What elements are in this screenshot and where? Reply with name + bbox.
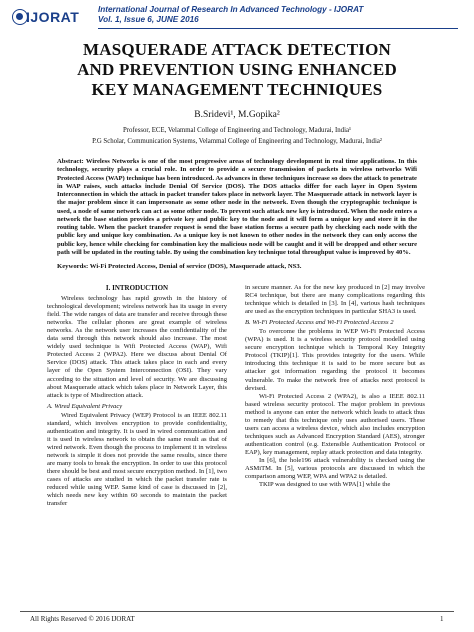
keywords: Keywords: Wi-Fi Protected Access, Denial of service (DOS), Masquerade attack, NS3. — [57, 263, 302, 270]
footer-copyright: All Rights Reserved © 2016 IJORAT — [30, 615, 135, 623]
journal-name: International Journal of Research In Advanced Technology - IJORAT — [98, 5, 364, 14]
abstract: Abstract: Wireless Networks is one of the most progressive areas of technology development in real time applications. In this technology, security plays a crucial role. In order to provide a secure transmission of packets in wireless networks Wifi Protected Access (WAP) technique has been introduced. As advances in these techniques increase so does the attack to penetrate in WAP raises, such attacks include Denial Of Service (DOS). The DOS attacks differ for each layer in Open System Interconnection in which the attack in packet transfer takes place in network layer. The Masquerade attack in network layer is the major problem since it can impersonate as some other node in the network. Even though the cryptographic technique is used, a node of same network can act as some other node. To prevent such attack new key is introduced. When the node enters a network the base station provides a private key and public key to the node and it will form a unique key and store it in the routing table. When the packet transfer request is send the base station forms a secure path by checking each node with the public key and unique key combination. As a unique key is not known to other nodes in the network they can only access the public key, hence while checking for combination key the malicious node will be caught and it will be dropped and other secure path will be updated in the routing table. By using the combination key technique total throughput value is improved by 40%. — [57, 158, 417, 256]
affiliation-2: P.G Scholar, Communication Systems, Velammal College of Engineering and Technology, Madurai, India² — [92, 138, 382, 145]
left-column — [47, 284, 227, 508]
section-heading-introduction: I. INTRODUCTION — [105, 284, 169, 292]
affiliation-1: Professor, ECE, Velammal College of Engineering and Technology, Madurai, India¹ — [122, 127, 352, 134]
page-number: 1 — [440, 615, 444, 623]
journal-info — [98, 5, 363, 24]
paragraph: In [6], the hole196 attack vulnerability is checked using the ASMiTM. In [5], various protocols are discussed in which the comparison among WEP, WPA and WPA2 is detailed. — [245, 456, 425, 481]
paper-title — [30, 40, 444, 100]
journal-logo — [12, 5, 80, 27]
paper-authors: B.Sridevi¹, M.Gopika² — [194, 110, 280, 120]
journal-header — [6, 3, 472, 27]
paragraph: in secure manner. As for the new key produced in [2] may involve RC4 technique, but there are many complications regarding this technique which is detailed in [3]. In [4], various hash techniques are used as the encryption techniques in particular SHA3 is used. — [245, 284, 425, 316]
title-line: AND PREVENTION USING ENHANCED — [77, 60, 397, 79]
title-line: KEY MANAGEMENT TECHNIQUES — [91, 80, 383, 99]
logo-text: IJORAT — [26, 9, 80, 25]
header-rule — [98, 28, 458, 29]
right-column — [245, 284, 425, 489]
paragraph: To overcome the problems in WEP Wi-Fi Protected Access (WPA) is used. It is a wireless security protocol modelled using secure encryption technique which is Temporal Key Integrity Protocol (TKIP)[1]. This provides integrity for the users. While introducing this technique it is said to be more secure but as attacker got information regarding the protocol it becomes vulnerable. To make the network free of attacks next protocol is devised. — [245, 328, 425, 392]
paragraph: TKIP was designed to use with WPA[1] while the — [259, 481, 391, 489]
paragraph: Wireless technology has rapid growth in the history of technological development; wireless network has its usage in every field. The wide ranges of data are transfer and receive through these networks. The cellular phones are great example of wireless networks. As the network user increases the confidentiality of the data send through this network should also increase. The most widely used technique is Wifi Protected Access (WAP), Wifi Protected Access 2 (WPA2). Here we discuss about Denial Of Service (DOS) attack. This attack takes place in each and every layer of the Open System Interconnection (OSI). They vary according to the situation and level of security. We are discussing about Masquerade attack which takes place in Network Layer, this attack is type of Misdirection attack. — [47, 295, 227, 399]
title-line: MASQUERADE ATTACK DETECTION — [83, 40, 391, 59]
paragraph: Wi-Fi Protected Access 2 (WPA2), is also a IEEE 802.11 based wireless security protocol. The major problem in previous method is anyone can enter the network which leads to attack thus to remedy that this technique only uses authorised users. These users can access a wireless device, which also includes encryption techniques such as Advanced Encryption Standard (AES), stronger authentication control (e.g. Extensible Authentication Protocol or EAP), key management, replay attack protection and data integrity. — [245, 392, 425, 456]
footer-rule — [20, 611, 454, 612]
journal-volume: Vol. 1, Issue 6, JUNE 2016 — [98, 14, 199, 24]
subsection-heading: B. Wi-Fi Protected Access and Wi-Fi Protected Access 2 — [245, 319, 394, 327]
paragraph: Wired Equivalent Privacy (WEP) Protocol is an IEEE 802.11 standard, which involves encryption to provide confidentiality, authentication and integrity. It is used in wired communication and it is used in wireless network to obtain the same result as that of wired network. Even though the process to implement it in wireless network is simple it does not provide the same results, since there are many tools to break the encryption. In order to use this protocol there should be best and most secure encryption method. In [1], two cases of attacks are studied in which the packet transfer rate is reduced while using WEP. Same kind of case is discussed in [2], which needs new key within 60 seconds to maintain the packet transfer — [47, 411, 227, 508]
subsection-heading: A. Wired Equivalent Privacy — [47, 402, 123, 410]
